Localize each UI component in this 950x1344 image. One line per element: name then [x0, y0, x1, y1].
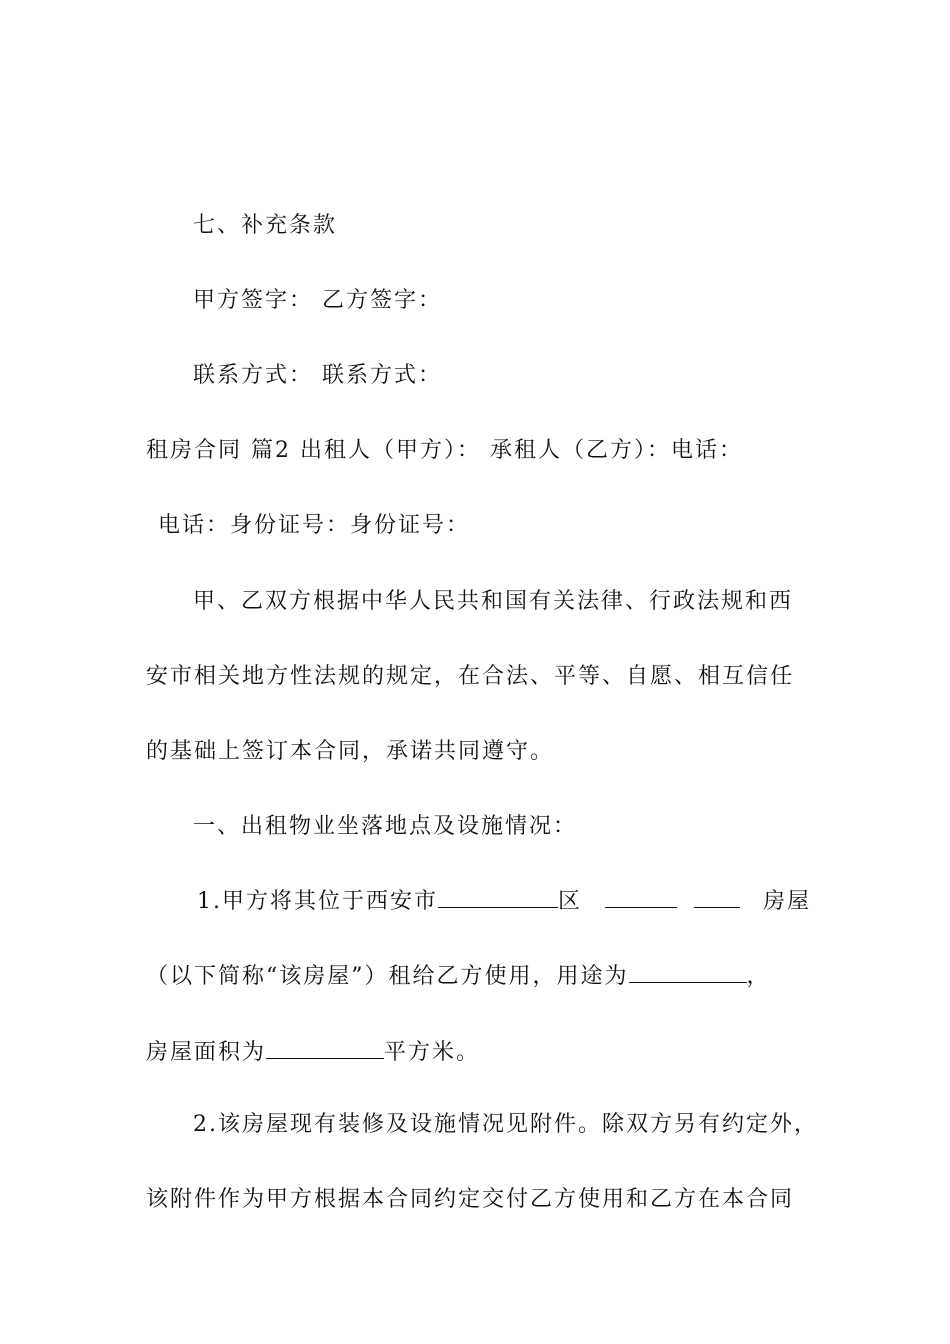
item-1-line-2 — [146, 960, 771, 992]
item-1-line-1 — [197, 885, 811, 917]
item-2-line-1: 2.该房屋现有装修及设施情况见附件。除双方另有约定外， — [193, 1112, 818, 1137]
intro-paragraph-line-2: 安市相关地方性法规的规定，在合法、平等、自愿、相互信任 — [146, 664, 795, 689]
item-1-line-2-text: （以下简称“该房屋”）租给乙方使用，用途为 — [146, 964, 629, 989]
id-number-line: 电话：身份证号：身份证号： — [158, 513, 471, 538]
item-1-text-c: 房屋 — [763, 889, 812, 914]
item-1-text-b: 区 — [558, 889, 583, 914]
intro-paragraph-line-1: 甲、乙双方根据中华人民共和国有关法律、行政法规和西 — [193, 589, 794, 614]
district-blank — [438, 885, 558, 908]
item-2-line-2: 该附件作为甲方根据本合同约定交付乙方使用和乙方在本合同 — [146, 1187, 795, 1212]
item-1-text-a: 1.甲方将其位于西安市 — [197, 889, 438, 914]
section-7-heading: 七、补充条款 — [193, 213, 338, 238]
usage-blank — [629, 960, 747, 983]
contact-line: 联系方式： 联系方式： — [193, 363, 442, 388]
item-1-line-3-text: 房屋面积为 — [146, 1040, 267, 1065]
item-1-line-3 — [146, 1036, 480, 1068]
signature-line: 甲方签字： 乙方签字： — [193, 288, 442, 313]
number-blank — [694, 885, 740, 908]
section-1-heading: 一、出租物业坐落地点及设施情况： — [193, 814, 578, 839]
item-1-line-2-comma: ， — [746, 964, 771, 989]
area-blank — [266, 1036, 384, 1059]
item-1-line-3-unit: 平方米。 — [384, 1040, 481, 1065]
intro-paragraph-line-3: 的基础上签订本合同，承诺共同遵守。 — [146, 739, 555, 764]
street-blank — [605, 885, 677, 908]
contract-2-header: 租房合同 篇2 出租人（甲方）： 承租人（乙方）：电话： — [146, 438, 743, 463]
